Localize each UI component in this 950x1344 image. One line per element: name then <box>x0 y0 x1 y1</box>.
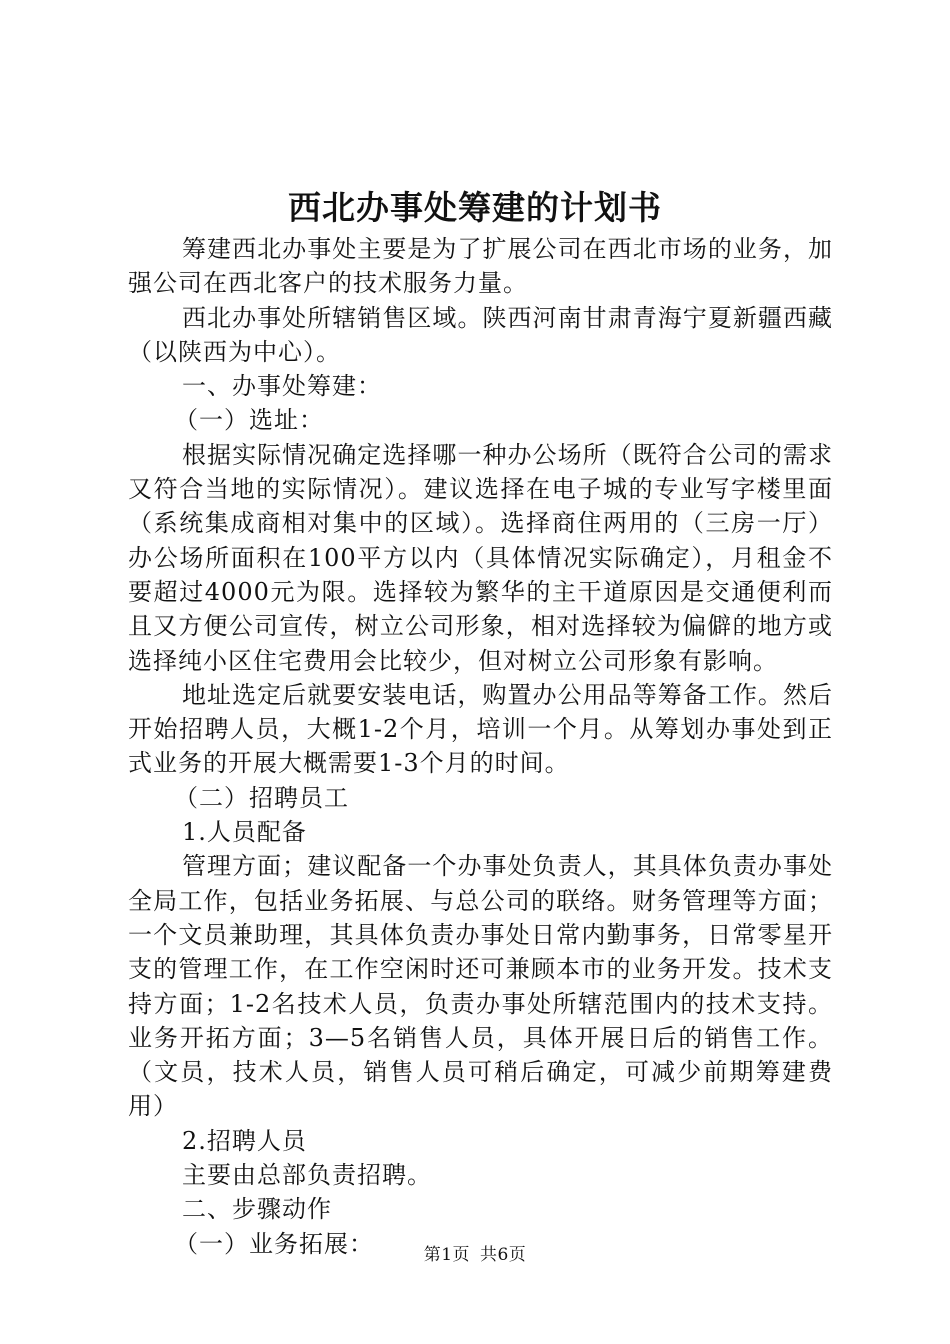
section-heading: 一、办事处筹建： <box>182 372 382 401</box>
paragraph: 根据实际情况确定选择哪一种办公场所（既符合公司的需求又符合当地的实际情况）。建议选择在电子城的专业写字楼里面（系统集成商相对集中的区域）。选择商住两用的（三房一厅）办公场所面积在100平方以内（具体情况实际确定），月租金不要超过4000元为限。选择较为繁华的主干道原因是交通便利而且又方便公司宣传，树立公司形象，相对选择较为偏僻的地方或选择纯小区住宅费用会比较少，但对树立公司形象有影响。 <box>128 440 833 675</box>
section-heading: 二、步骤动作 <box>182 1195 332 1224</box>
document-title: 西北办事处筹建的计划书 <box>288 188 662 227</box>
paragraph: 西北办事处所辖销售区域。陕西河南甘肃青海宁夏新疆西藏（以陕西为中心）。 <box>128 303 833 366</box>
paragraph: 地址选定后就要安装电话，购置办公用品等筹备工作。然后开始招聘人员，大概1-2个月，培训一个月。从筹划办事处到正式业务的开展大概需要1-3个月的时间。 <box>128 680 833 778</box>
page-number: 第1页 <box>423 1245 471 1265</box>
subsection-heading: （一）业务拓展： <box>174 1229 374 1258</box>
paragraph: 管理方面；建议配备一个办事处负责人，其具体负责办事处全局工作，包括业务拓展、与总公司的联络。财务管理等方面；一个文员兼助理，其具体负责办事处日常内勤事务，日常零星开支的管理工作，在工作空闲时还可兼顾本市的业务开发。技术支持方面；1-2名技术人员，负责办事处所辖范围内的技术支持。业务开拓方面；3—5名销售人员，具体开展日后的销售工作。（文员，技术人员，销售人员可稍后确定，可减少前期筹建费用） <box>128 852 833 1121</box>
paragraph: 主要由总部负责招聘。 <box>182 1161 432 1190</box>
page-total: 共6页 <box>479 1245 527 1265</box>
paragraph: 筹建西北办事处主要是为了扩展公司在西北市场的业务，加强公司在西北客户的技术服务力量。 <box>128 235 833 298</box>
item-heading: 2.招聘人员 <box>182 1126 307 1155</box>
document-body <box>128 232 833 1261</box>
page-footer <box>0 1243 950 1267</box>
subsection-heading: （一）选址： <box>174 406 324 435</box>
item-heading: 1.人员配备 <box>182 818 307 847</box>
subsection-heading: （二）招聘员工 <box>174 783 349 812</box>
